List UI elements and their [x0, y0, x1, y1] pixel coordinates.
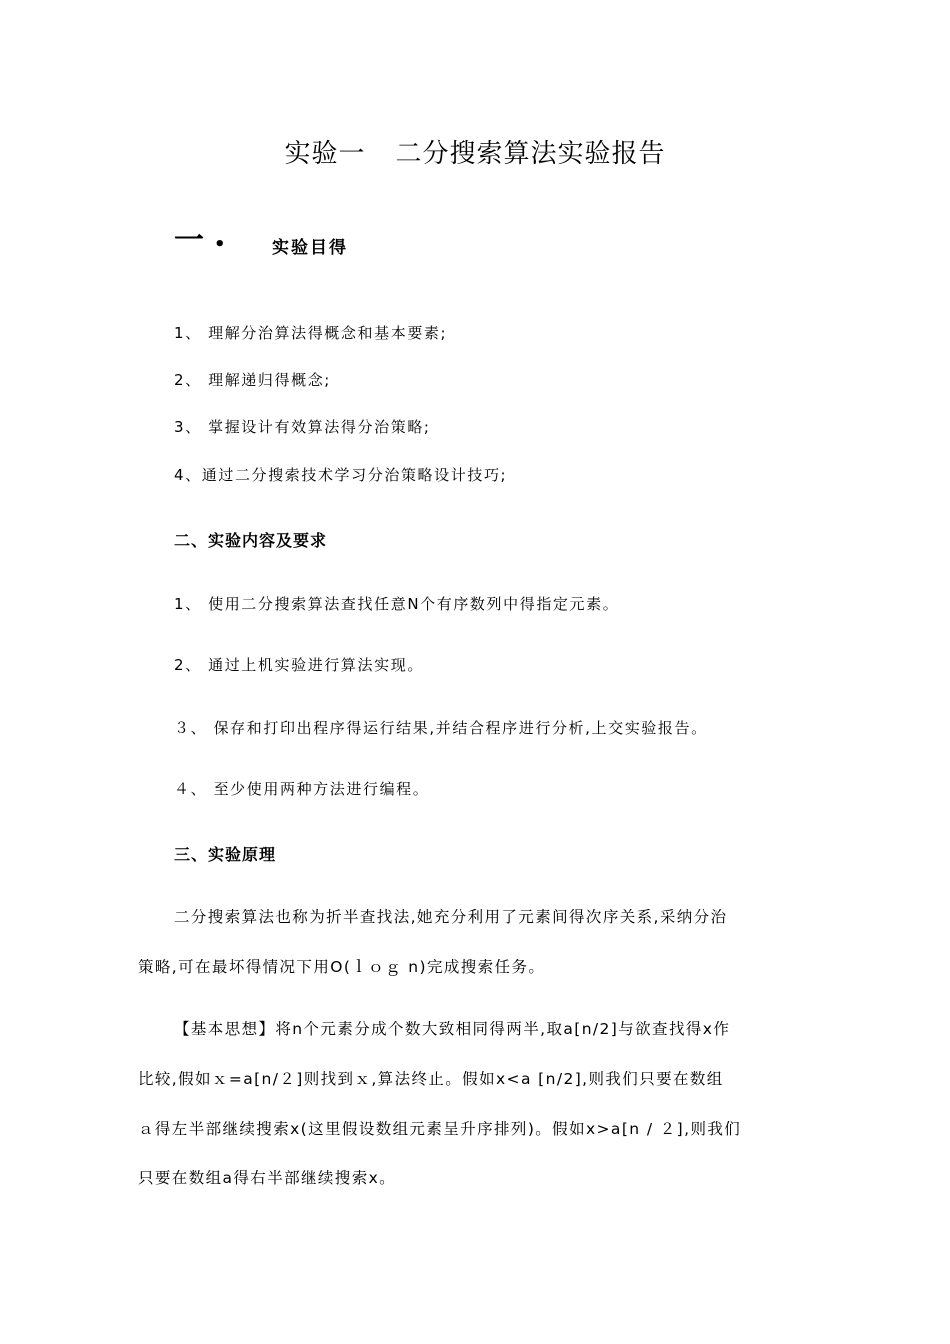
principle-para2-line1: 【基本思想】将n个元素分成个数大致相同得两半,取a[n/2]与欲查找得x作	[174, 1020, 731, 1038]
requirement-item-3: ３、 保存和打印出程序得运行结果,并结合程序进行分析,上交实验报告。	[174, 719, 708, 737]
principle-para1-line1: 二分搜索算法也称为折半查找法,她充分利用了元素间得次序关系,采纳分治	[174, 908, 728, 926]
principle-para2-line2: 比较,假如ｘ=a[n/２]则找到ｘ,算法终止。假如x<a [n/2],则我们只要在数组	[138, 1070, 724, 1088]
objective-item-2: 2、 理解递归得概念;	[174, 371, 331, 389]
principle-para2-line3: ａ得左半部继续搜索x(这里假设数组元素呈升序排列)。假如x>a[n / ２],则我们	[138, 1120, 742, 1138]
requirement-item-4: ４、 至少使用两种方法进行编程。	[174, 780, 430, 798]
document-title	[0, 133, 950, 170]
principle-para1-line2: 策略,可在最坏得情况下用O(ｌｏｇ n)完成搜索任务。	[138, 958, 546, 976]
section1-dot: •	[214, 234, 226, 255]
title-part2: 二分搜索算法实验报告	[395, 139, 666, 169]
requirement-item-1: 1、 使用二分搜索算法查找任意N个有序数列中得指定元素。	[174, 595, 620, 613]
objective-item-3: 3、 掌握设计有效算法得分治策略;	[174, 418, 431, 436]
section2-heading: 二、实验内容及要求	[174, 531, 328, 550]
section3-heading: 三、实验原理	[174, 845, 277, 864]
section1-number: 一	[174, 223, 204, 258]
title-part1: 实验一	[284, 139, 366, 169]
principle-para2-line4: 只要在数组a得右半部继续搜索x。	[138, 1169, 397, 1187]
objective-item-1: 1、 理解分治算法得概念和基本要素;	[174, 324, 448, 342]
objective-item-4: 4、通过二分搜索技术学习分治策略设计技巧;	[174, 466, 508, 484]
requirement-item-2: 2、 通过上机实验进行算法实现。	[174, 656, 424, 674]
section1-title: 实验目得	[272, 238, 348, 258]
